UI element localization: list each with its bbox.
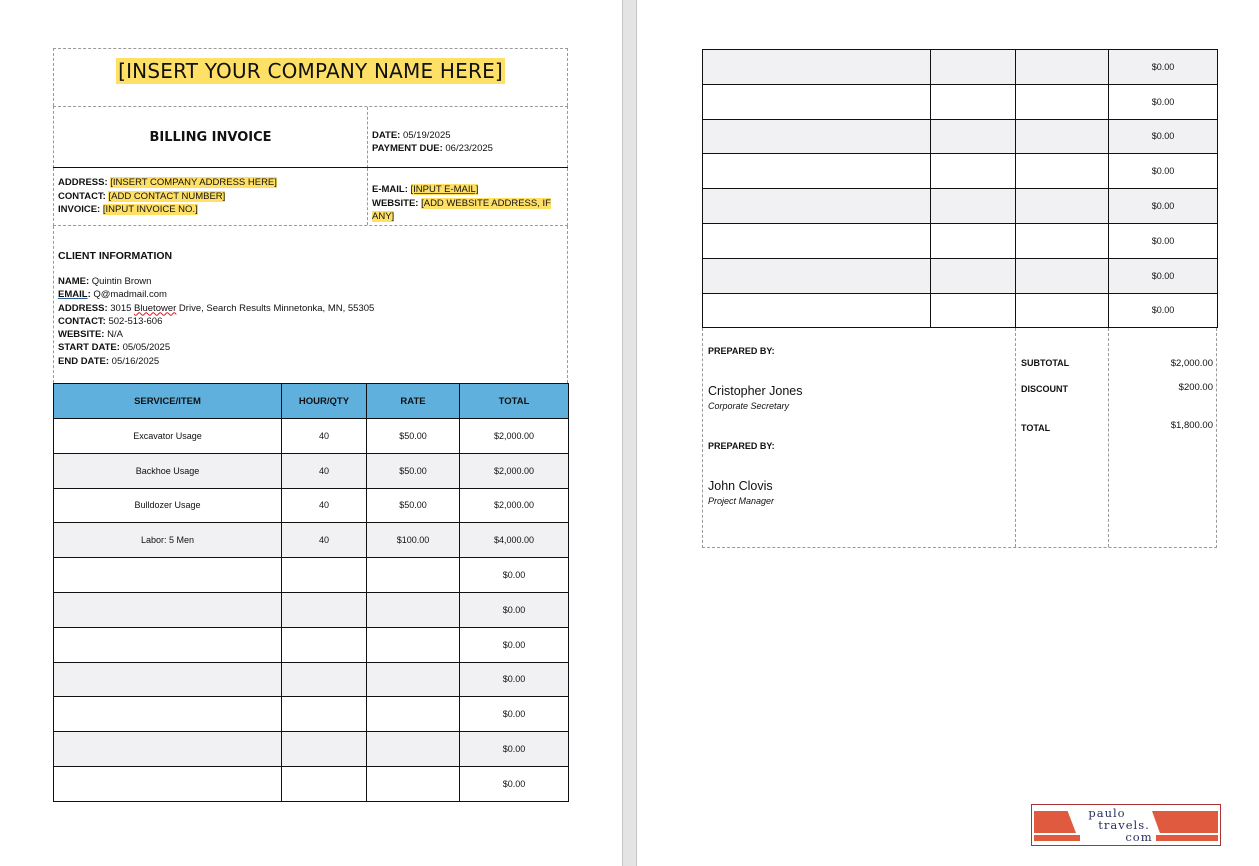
cell-qty[interactable]	[931, 119, 1016, 154]
cell-item[interactable]	[54, 732, 282, 767]
company-contact[interactable]: CONTACT: [ADD CONTACT NUMBER]	[58, 190, 226, 202]
cell-item[interactable]	[703, 258, 931, 293]
col-header-total[interactable]: TOTAL	[460, 384, 569, 419]
cell-rate[interactable]	[367, 558, 460, 593]
table-row	[54, 453, 569, 488]
cell-qty[interactable]	[282, 766, 367, 801]
cell-total[interactable]: $0.00	[460, 558, 569, 593]
table-row	[703, 293, 1218, 328]
cell-qty[interactable]	[282, 592, 367, 627]
invoice-number[interactable]: INVOICE: [INPUT INVOICE NO.]	[58, 204, 198, 215]
table-row	[54, 766, 569, 801]
cell-qty[interactable]	[282, 662, 367, 697]
cell-item[interactable]	[703, 119, 931, 154]
cell-rate[interactable]	[367, 697, 460, 732]
cell-total[interactable]: $0.00	[460, 697, 569, 732]
col-header-service[interactable]: SERVICE/ITEM	[54, 384, 282, 419]
client-website[interactable]: WEBSITE: N/A	[58, 329, 123, 341]
cell-rate[interactable]	[1016, 154, 1109, 189]
table-row	[703, 189, 1218, 224]
cell-item[interactable]: Backhoe Usage	[54, 453, 282, 488]
invoice-title[interactable]: BILLING INVOICE	[149, 130, 272, 145]
client-address[interactable]: ADDRESS: 3015 Bluetower Drive, Search Results Minnetonka, MN, 55305	[58, 302, 375, 314]
cell-rate[interactable]	[1016, 119, 1109, 154]
watermark-logo	[1031, 804, 1221, 846]
cell-qty[interactable]	[282, 558, 367, 593]
cell-item[interactable]	[54, 627, 282, 662]
cell-rate[interactable]	[367, 592, 460, 627]
cell-total[interactable]: $0.00	[1109, 189, 1218, 224]
client-end-date[interactable]: END DATE: 05/16/2025	[58, 355, 160, 367]
signature-totals-box	[702, 328, 1217, 548]
client-start-date[interactable]: START DATE: 05/05/2025	[58, 342, 171, 354]
cell-qty[interactable]	[931, 84, 1016, 119]
cell-total[interactable]: $0.00	[460, 732, 569, 767]
cell-qty[interactable]: 40	[282, 453, 367, 488]
company-name[interactable]: [INSERT YOUR COMPANY NAME HERE]	[118, 58, 503, 83]
table-row	[54, 558, 569, 593]
cell-qty[interactable]	[931, 189, 1016, 224]
table-row	[703, 119, 1218, 154]
cell-item[interactable]	[703, 84, 931, 119]
totals-labels	[1016, 328, 1109, 547]
cell-qty[interactable]	[282, 697, 367, 732]
table-row	[703, 50, 1218, 85]
payment-due[interactable]: PAYMENT DUE: 06/23/2025	[372, 143, 493, 154]
cell-qty[interactable]	[931, 50, 1016, 85]
items-table	[53, 383, 569, 802]
col-header-qty[interactable]: HOUR/QTY	[282, 384, 367, 419]
cell-total[interactable]: $2,000.00	[460, 453, 569, 488]
signer-name[interactable]: Cristopher Jones	[708, 384, 803, 398]
cell-item[interactable]: Bulldozer Usage	[54, 488, 282, 523]
cell-qty[interactable]	[282, 627, 367, 662]
cell-qty[interactable]	[931, 223, 1016, 258]
cell-item[interactable]	[703, 293, 931, 328]
cell-item[interactable]	[54, 558, 282, 593]
client-information	[53, 226, 568, 383]
cell-item[interactable]: Excavator Usage	[54, 419, 282, 454]
cell-rate[interactable]	[1016, 258, 1109, 293]
cell-rate[interactable]: $100.00	[367, 523, 460, 558]
cell-total[interactable]: $0.00	[1109, 258, 1218, 293]
cell-qty[interactable]	[282, 732, 367, 767]
cell-item[interactable]: Labor: 5 Men	[54, 523, 282, 558]
cell-rate[interactable]: $50.00	[367, 453, 460, 488]
cell-total[interactable]: $0.00	[460, 592, 569, 627]
date-cell	[368, 107, 567, 168]
cell-rate[interactable]	[367, 732, 460, 767]
cell-item[interactable]	[54, 697, 282, 732]
cell-item[interactable]	[703, 154, 931, 189]
cell-rate[interactable]	[1016, 189, 1109, 224]
cell-qty[interactable]	[931, 293, 1016, 328]
table-row	[54, 697, 569, 732]
table-row	[54, 419, 569, 454]
cell-total[interactable]: $2,000.00	[460, 488, 569, 523]
cell-item[interactable]	[703, 189, 931, 224]
company-info-row	[53, 168, 568, 226]
cell-qty[interactable]: 40	[282, 488, 367, 523]
cell-item[interactable]	[703, 50, 931, 85]
signer-role[interactable]: Project Manager	[708, 496, 775, 506]
company-contact-cell	[368, 168, 567, 225]
prepared-by-label: PREPARED BY:	[708, 441, 775, 451]
invoice-date[interactable]: DATE: 05/19/2025	[372, 130, 451, 141]
client-section-title: CLIENT INFORMATION	[58, 250, 173, 262]
table-row	[54, 662, 569, 697]
discount-value[interactable]: $200.00	[1178, 382, 1213, 393]
client-email[interactable]: EMAIL: Q@madmail.com	[58, 289, 167, 301]
total-value[interactable]: $1,800.00	[1170, 420, 1213, 431]
cell-total[interactable]: $4,000.00	[460, 523, 569, 558]
cell-item[interactable]	[54, 662, 282, 697]
client-name[interactable]: NAME: Quintin Brown	[58, 276, 152, 287]
totals-values	[1109, 328, 1216, 547]
cell-total[interactable]: $0.00	[1109, 119, 1218, 154]
total-label: TOTAL	[1021, 423, 1051, 433]
company-address-cell	[54, 168, 368, 225]
col-header-rate[interactable]: RATE	[367, 384, 460, 419]
cell-total[interactable]: $0.00	[460, 627, 569, 662]
table-row	[703, 223, 1218, 258]
table-row	[54, 592, 569, 627]
company-website[interactable]: WEBSITE: [ADD WEBSITE ADDRESS, IF ANY]	[372, 197, 551, 222]
table-row	[703, 84, 1218, 119]
prepared-by-label: PREPARED BY:	[708, 346, 775, 356]
company-address[interactable]: ADDRESS: [INSERT COMPANY ADDRESS HERE]	[58, 177, 277, 188]
table-row	[54, 488, 569, 523]
cell-total[interactable]: $0.00	[460, 766, 569, 801]
client-contact[interactable]: CONTACT: 502-513-606	[58, 315, 163, 327]
cell-rate[interactable]	[1016, 223, 1109, 258]
cell-rate[interactable]: $50.00	[367, 488, 460, 523]
page-gutter	[622, 0, 637, 866]
cell-rate[interactable]	[367, 627, 460, 662]
cell-item[interactable]	[703, 223, 931, 258]
cell-total[interactable]: $0.00	[1109, 84, 1218, 119]
table-row	[54, 627, 569, 662]
cell-rate[interactable]	[367, 766, 460, 801]
cell-qty[interactable]	[931, 154, 1016, 189]
cell-total[interactable]: $0.00	[1109, 223, 1218, 258]
cell-item[interactable]	[54, 592, 282, 627]
signer-name[interactable]: John Clovis	[708, 479, 773, 493]
cell-item[interactable]	[54, 766, 282, 801]
table-row	[703, 154, 1218, 189]
cell-qty[interactable]: 40	[282, 419, 367, 454]
table-header-row	[54, 384, 569, 419]
signatures	[703, 328, 1016, 547]
spelling-error-mark[interactable]: Bluetower	[134, 302, 177, 314]
signer-role[interactable]: Corporate Secretary	[708, 401, 790, 411]
cell-rate[interactable]	[367, 662, 460, 697]
subtotal-label: SUBTOTAL	[1021, 358, 1070, 368]
cell-total[interactable]: $0.00	[460, 662, 569, 697]
company-email[interactable]: E-MAIL: [INPUT E-MAIL]	[372, 184, 479, 195]
cell-rate[interactable]	[1016, 293, 1109, 328]
cell-qty[interactable]	[931, 258, 1016, 293]
cell-rate[interactable]	[1016, 84, 1109, 119]
cell-total[interactable]: $0.00	[1109, 154, 1218, 189]
cell-total[interactable]: $2,000.00	[460, 419, 569, 454]
subtotal-value[interactable]: $2,000.00	[1170, 358, 1213, 369]
items-table-continued	[702, 49, 1218, 328]
title-cell	[54, 107, 368, 168]
discount-label: DISCOUNT	[1021, 384, 1068, 394]
cell-total[interactable]: $0.00	[1109, 293, 1218, 328]
company-name-box	[53, 48, 568, 106]
invoice-header-row	[53, 106, 568, 168]
table-row	[54, 732, 569, 767]
cell-rate[interactable]: $50.00	[367, 419, 460, 454]
watermark-text: paulo travels. com	[1088, 806, 1153, 844]
table-row	[703, 258, 1218, 293]
table-row	[54, 523, 569, 558]
page-1	[0, 0, 622, 866]
cell-total[interactable]: $0.00	[1109, 50, 1218, 85]
cell-qty[interactable]: 40	[282, 523, 367, 558]
cell-rate[interactable]	[1016, 50, 1109, 85]
